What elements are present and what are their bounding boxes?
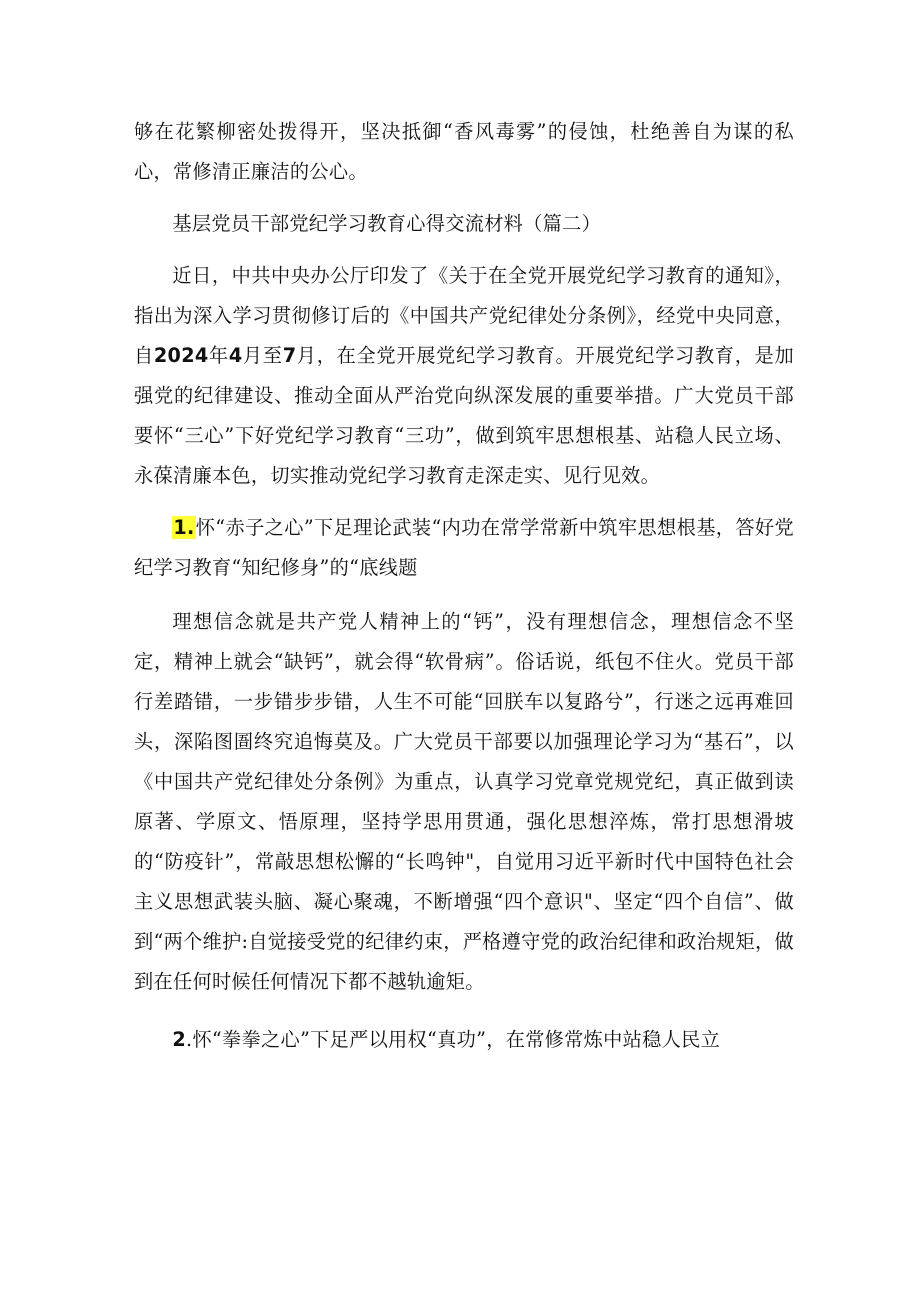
intro-start-month: 4: [228, 344, 243, 367]
highlighted-section-number: 1.: [173, 516, 195, 539]
intro-text-month-to: 月至: [242, 344, 283, 367]
section-1-paragraph: 理想信念就是共产党人精神上的“钙”，没有理想信念，理想信念不坚定，精神上就会“缺钙”，就会得“软骨病”。俗话说，纸包不住火。党员干部行差踏错，一步错步步错，人生不可能“回朕车以复路兮”，行迷之远再难回头，深陷图圄终究追悔莫及。广大党员干部要以加强理论学习为“基石”，以《中国共产党纪律处分条例》为重点，认真学习党章党规党纪，真正做到读原著、学原文、悟原理，坚持学思用贯通，强化思想淬炼，常打思想滑坡的“防疫针”，常敲思想松懈的“长鸣钟"，自觉用习近平新时代中国特色社会主义思想武装头脑、凝心聚魂，不断增强“四个意识"、坚定“四个自信”、做到“两个维护:自觉接受党的纪律约束，严格遵守党的政治纪律和政治规矩，做到在任何时候任何情况下都不越轨逾矩。: [134, 610, 794, 993]
intro-year: 2024: [153, 344, 209, 367]
section-heading-1-text: 怀“赤子之心”下足理论武装“内功在常学常新中筑牢思想根基，答好党纪学习教育“知纪修身”的“底线题: [134, 516, 794, 579]
article-subtitle: 基层党员干部党纪学习教育心得交流材料（篇二）: [172, 212, 602, 235]
intro-text-end: 月，在全党开展党纪学习教育。开展党纪学习教育，是加强党的纪律建设、推动全面从严治党向纵深发展的重要举措。广大党员干部要怀“三心”下好党纪学习教育“三功”，做到筑牢思想根基、站稳人民立场、永葆清廉本色，切实推动党纪学习教育走深走实、见行见效。: [134, 344, 794, 487]
section-heading-1: [134, 508, 794, 588]
intro-end-month: 7: [282, 344, 297, 367]
intro-text-year-unit: 年: [208, 344, 229, 367]
document-body: [134, 112, 794, 1060]
continuation-paragraph: 够在花繁柳密处拨得开，坚决抵御“香风毒雾”的侵蚀，杜绝善自为谋的私心，常修清正廉洁的公心。: [134, 120, 794, 183]
section-heading-2-text: .怀“拳拳之心”下足严以用权“真功”，在常修常炼中站稳人民立: [186, 1028, 721, 1051]
section-heading-2: [134, 1020, 794, 1060]
section-number-2: 2: [172, 1028, 187, 1051]
intro-paragraph: [134, 256, 794, 496]
intro-text-start: 近日，中共中央办公厅印发了《关于在全党开展党纪学习教育的通知》，指出为深入学习贯彻修订后的《中国共产党纪律处分条例》，经党中央同意，自: [134, 264, 794, 367]
